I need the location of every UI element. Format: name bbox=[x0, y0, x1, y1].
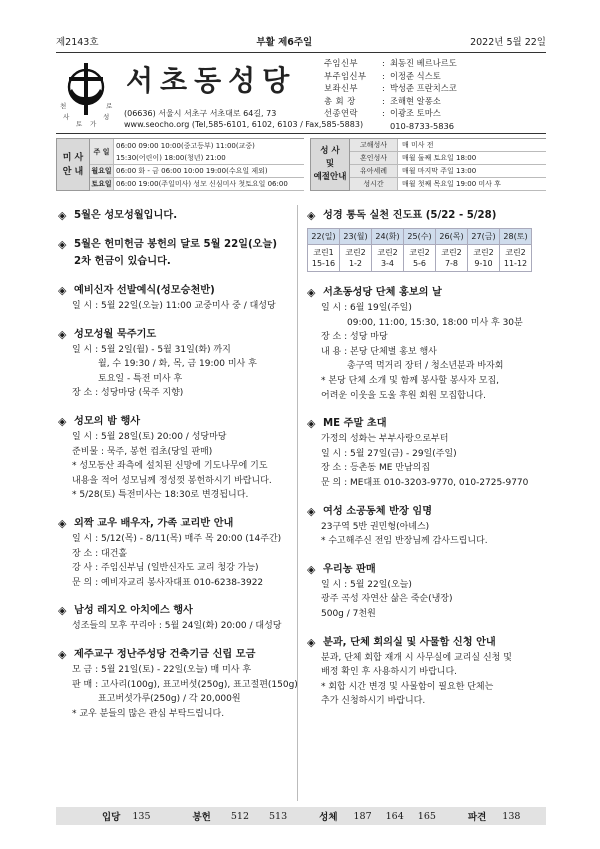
reading-book: 코린2 bbox=[345, 248, 366, 257]
hymn-number: 138 bbox=[502, 810, 521, 822]
reading-chapters: 7-8 bbox=[444, 259, 459, 268]
issue-number: 제2143호 bbox=[56, 37, 99, 48]
diamond-icon: ◈ bbox=[58, 414, 67, 428]
notice-line: 일 시 : 5월 28일(토) 20:00 / 성당마당 bbox=[72, 431, 227, 442]
notice-line: 월, 수 19:30 / 화, 목, 금 19:00 미사 후 bbox=[98, 359, 257, 370]
diamond-icon: ◈ bbox=[58, 209, 67, 222]
diamond-icon: ◈ bbox=[307, 286, 316, 299]
sacrament-label-line: 및 bbox=[325, 159, 335, 169]
notice-note: * 회합 시간 변경 및 사물함이 필요한 단체는 bbox=[321, 681, 494, 692]
mass-day: 월요일 bbox=[90, 165, 114, 177]
notice-heading: 2차 헌금이 있습니다. bbox=[74, 256, 171, 267]
reading-chapters: 11-12 bbox=[503, 259, 528, 268]
reading-cell bbox=[372, 245, 404, 272]
diamond-icon: ◈ bbox=[58, 604, 67, 618]
reading-day: 27(금) bbox=[468, 229, 500, 245]
notice-line: 토요일 - 특전 미사 후 bbox=[98, 373, 183, 384]
staff-role: 총 회 장 bbox=[324, 95, 356, 106]
hymn-label: 성체 bbox=[319, 812, 338, 823]
notice-section bbox=[58, 207, 293, 224]
logo-char: 로 bbox=[106, 102, 113, 110]
notice-line: 장 소 : 성당마당 (묵주 지향) bbox=[72, 388, 184, 399]
mass-row bbox=[90, 178, 304, 191]
header bbox=[56, 52, 546, 134]
notice-section bbox=[58, 413, 293, 503]
mass-day: 주 일 bbox=[90, 139, 114, 164]
sacrament-name: 고해성사 bbox=[350, 139, 398, 151]
contact-line: www.seocho.org (Tel,585-6101, 6102, 6103 / Fax,585-5883) bbox=[124, 120, 364, 129]
hymn-number: 512 bbox=[230, 810, 249, 822]
notice-heading: 5월은 성모성월입니다. bbox=[74, 210, 178, 221]
notice-line: 23구역 5반 권민형(아녜스) bbox=[321, 521, 430, 532]
hymn-label: 파견 bbox=[467, 812, 487, 823]
mass-schedule bbox=[56, 138, 546, 191]
reading-chapters: 9-10 bbox=[474, 259, 493, 268]
notice-note: 어려운 이웃을 도울 후원 회원 모집합니다. bbox=[321, 390, 486, 401]
notice-note: 내용을 적어 성모님께 정성껏 봉헌하시기 바랍니다. bbox=[72, 475, 272, 486]
notice-line: 문 의 : ME대표 010-3203-9770, 010-2725-9770 bbox=[321, 477, 529, 488]
notice-heading: 5월은 헌미헌금 봉헌의 달로 5월 22일(오늘) bbox=[74, 239, 278, 250]
sacrament-name: 유아세례 bbox=[350, 165, 398, 177]
sacrament-row bbox=[350, 152, 546, 165]
notice-heading: 성모성월 묵주기도 bbox=[74, 328, 157, 340]
reading-book: 코린2 bbox=[505, 248, 526, 257]
sacrament-row bbox=[350, 139, 546, 152]
staff-name: 조해현 알퐁소 bbox=[390, 95, 441, 106]
hymn-number: 187 bbox=[353, 810, 372, 822]
staff-name: 이광조 토마스 bbox=[390, 108, 441, 119]
notice-line: 광주 곡성 자연산 삶은 죽순(냉장) bbox=[321, 594, 453, 605]
diamond-icon: ◈ bbox=[58, 327, 67, 341]
reading-cell bbox=[468, 245, 500, 272]
reading-day: 25(수) bbox=[404, 229, 436, 245]
left-column bbox=[58, 207, 298, 733]
reading-chapters: 15-16 bbox=[311, 259, 336, 268]
issue-date: 2022년 5월 22일 bbox=[470, 37, 546, 48]
mass-day: 토요일 bbox=[90, 178, 114, 190]
notice-line: 일 시 : 6월 19일(주일) bbox=[321, 303, 412, 313]
staff-role bbox=[324, 120, 382, 133]
notice-section bbox=[58, 282, 293, 314]
notice-line: 모 금 : 5월 21일(토) - 22일(오늘) 매 미사 후 bbox=[72, 664, 252, 675]
reading-book: 코린2 bbox=[377, 248, 398, 257]
mass-times-line: 15:30(어린이) 18:00(청년) 21:00 bbox=[116, 153, 226, 162]
logo-char: 사 bbox=[63, 113, 70, 121]
top-line bbox=[56, 34, 546, 48]
notice-line: 표고버섯가루(250g) / 각 20,000원 bbox=[98, 694, 241, 705]
notice-section bbox=[307, 207, 547, 272]
notice-line: 분과, 단체 회합 재개 시 사무실에 교리실 신청 및 bbox=[321, 652, 512, 663]
mass-row bbox=[90, 165, 304, 178]
notice-heading: ME 주말 초대 bbox=[323, 418, 387, 430]
sacrament-label bbox=[310, 138, 350, 191]
reading-chapters: 1-2 bbox=[348, 259, 363, 268]
notice-heading: 예비신자 선발예식(성모승천반) bbox=[74, 285, 215, 296]
notice-line: 판 매 : 고사리(100g), 표고버섯(250g), 표고절편(150g) bbox=[72, 679, 298, 690]
notice-section bbox=[58, 646, 298, 721]
mass-row bbox=[90, 139, 304, 165]
notice-note: * 수고해주신 전임 반장님께 감사드립니다. bbox=[321, 536, 488, 547]
reading-book: 코린2 bbox=[409, 248, 430, 257]
notice-heading: 남성 레지오 아치에스 행사 bbox=[74, 605, 193, 617]
sacrament-row bbox=[350, 165, 546, 178]
diamond-icon: ◈ bbox=[307, 504, 316, 518]
staff-role: 부주임신부 bbox=[324, 70, 367, 81]
staff-name: 박성준 프란치스코 bbox=[390, 83, 457, 94]
notice-note: * 성모동산 좌측에 설치된 신망에 기도나무에 기도 bbox=[72, 461, 268, 472]
notice-line: 문 의 : 예비자교리 봉사자대표 010-6238-3922 bbox=[72, 577, 264, 588]
hymn-number: 513 bbox=[269, 810, 288, 822]
notice-section bbox=[307, 415, 547, 490]
notice-line: 성조들의 모후 꾸리아 : 5월 24일(화) 20:00 / 대성당 bbox=[72, 621, 282, 632]
logo-char: 토 bbox=[76, 120, 83, 128]
notice-line: 내 용 : 본당 단체별 홍보 행사 bbox=[321, 346, 437, 357]
mass-times: 06:00 19:00(주일미사) 성모 신심미사 첫토요일 06:00 bbox=[116, 180, 288, 188]
notice-line: 일 시 : 5월 2일(월) - 5월 31일(화) 까지 bbox=[72, 344, 231, 355]
staff-role: 보좌신부 bbox=[324, 83, 359, 94]
sacrament-time: 매월 첫째 목요일 19:00 미사 후 bbox=[402, 180, 501, 188]
notice-note: * 5/28(토) 특전미사는 18:30로 변경됩니다. bbox=[72, 490, 249, 501]
sacrament-name: 성시간 bbox=[350, 178, 398, 190]
staff-name: 이정준 식스토 bbox=[390, 70, 441, 81]
notice-section bbox=[58, 602, 293, 634]
diamond-icon: ◈ bbox=[58, 647, 67, 661]
reading-cell bbox=[436, 245, 468, 272]
diamond-icon: ◈ bbox=[58, 238, 67, 251]
notice-line: 장 소 : 성당 마당 bbox=[321, 332, 388, 343]
diamond-icon: ◈ bbox=[58, 284, 67, 297]
sacrament-row bbox=[350, 178, 546, 191]
parish-title: 서초동성당 bbox=[126, 64, 297, 97]
diamond-icon: ◈ bbox=[58, 516, 67, 530]
reading-book: 코린2 bbox=[441, 248, 462, 257]
notice-line: 가정의 성화는 부부사랑으로부터 bbox=[321, 434, 449, 445]
diamond-icon: ◈ bbox=[307, 209, 316, 222]
liturgical-week: 부활 제6주일 bbox=[256, 37, 313, 48]
notice-line: 일 시 : 5월 22일(오늘) bbox=[321, 579, 412, 590]
reading-body-row bbox=[308, 245, 532, 272]
notice-note: * 본당 단체 소개 및 함께 봉사할 봉사자 모집, bbox=[321, 375, 500, 386]
reading-chapters: 5-6 bbox=[412, 259, 427, 268]
reading-cell bbox=[340, 245, 372, 272]
right-column bbox=[307, 207, 547, 721]
reading-day: 22(일) bbox=[308, 229, 340, 245]
hymn-number: 135 bbox=[132, 810, 151, 822]
notice-line: 강 사 : 주임신부님 (일반신자도 교리 청강 가능) bbox=[72, 563, 259, 574]
notice-section bbox=[307, 561, 547, 622]
reading-cell bbox=[308, 245, 340, 272]
reading-header-row bbox=[308, 229, 532, 245]
reading-cell bbox=[404, 245, 436, 272]
reading-day: 28(토) bbox=[500, 229, 532, 245]
reading-day: 26(목) bbox=[436, 229, 468, 245]
mass-times: 06:00 화 - 금 06:00 10:00 19:00(수요일 제외) bbox=[116, 167, 268, 175]
mass-label bbox=[56, 138, 90, 191]
notice-heading: 외짝 교우 배우자, 가족 교리반 안내 bbox=[74, 517, 234, 529]
notice-line: 09:00, 11:00, 15:30, 18:00 미사 후 30분 bbox=[347, 317, 523, 328]
notice-heading: 성모의 밤 행사 bbox=[74, 415, 141, 427]
notice-line: 일 시 : 5/12(목) - 8/11(목) 매주 목 20:00 (14주간) bbox=[72, 533, 282, 544]
hymn-footer bbox=[56, 807, 546, 825]
diamond-icon: ◈ bbox=[307, 417, 316, 431]
logo-char: 천 bbox=[60, 102, 67, 110]
reading-chapters: 3-4 bbox=[380, 259, 395, 268]
notice-heading: 여성 소공동체 반장 임명 bbox=[323, 505, 433, 517]
notice-heading: 분과, 단체 회의실 및 사물함 신청 안내 bbox=[323, 636, 496, 648]
notice-section bbox=[58, 326, 293, 401]
staff-name: 최동진 베르나르도 bbox=[390, 58, 457, 68]
staff-list: 주임신부 : 최동진 베르나르도 부주임신부 : 이정준 식스토 보좌신부 : 박성준 프란치스코 총 회 장 : 조해현 알퐁소 선종연락 : 이광조 토마스 010-8733-5836 bbox=[324, 58, 457, 131]
notice-section bbox=[307, 503, 547, 549]
reading-book: 코린2 bbox=[473, 248, 494, 257]
notice-section bbox=[307, 634, 547, 709]
notice-heading: 우리농 판매 bbox=[323, 563, 376, 575]
reading-book: 코린1 bbox=[313, 248, 334, 257]
notice-section bbox=[307, 284, 547, 403]
reading-day: 24(화) bbox=[372, 229, 404, 245]
notice-note: * 교우 분들의 많은 관심 부탁드립니다. bbox=[72, 708, 225, 719]
mass-label-line: 미 사 bbox=[62, 152, 84, 163]
reading-cell bbox=[500, 245, 532, 272]
mass-label-line: 안 내 bbox=[62, 166, 84, 177]
mass-times-line: 06:00 09:00 10:00(중고등부) 11:00(교중) bbox=[116, 141, 255, 150]
staff-role: 선종연락 bbox=[324, 108, 359, 119]
sacrament-name: 혼인성사 bbox=[350, 152, 398, 164]
logo-char: 가 bbox=[90, 120, 97, 128]
column-divider bbox=[297, 205, 298, 801]
sacrament-label-line: 성 사 bbox=[320, 146, 340, 156]
bible-reading-table bbox=[307, 228, 532, 272]
notice-line: 준비물 : 묵주, 봉헌 컵초(당일 판매) bbox=[72, 446, 213, 457]
notice-heading: 서초동성당 단체 홍보의 날 bbox=[323, 287, 442, 298]
notice-line: 500g / 7천원 bbox=[321, 608, 376, 619]
notice-heading: 성경 통독 실천 진도표 (5/22 - 5/28) bbox=[323, 210, 497, 221]
sacrament-time: 매월 마지막 주일 13:00 bbox=[402, 167, 477, 175]
sacrament-time: 매월 둘째 토요일 18:00 bbox=[402, 154, 477, 162]
mass-grid bbox=[90, 138, 304, 191]
diamond-icon: ◈ bbox=[307, 562, 316, 576]
notice-line: 일 시 : 5월 27일(금) - 29일(주일) bbox=[321, 448, 457, 459]
notice-heading: 제주교구 정난주성당 건축기금 신립 모금 bbox=[74, 648, 256, 660]
reading-day: 23(월) bbox=[340, 229, 372, 245]
diamond-icon: ◈ bbox=[307, 635, 316, 649]
hymn-label: 입당 bbox=[102, 812, 121, 823]
notice-section bbox=[58, 515, 293, 590]
notice-line: 배정 확인 후 사용하시기 바랍니다. bbox=[321, 667, 458, 678]
hymn-label: 봉헌 bbox=[192, 812, 211, 823]
hymn-number: 165 bbox=[417, 810, 436, 822]
staff-phone: 010-8733-5836 bbox=[390, 120, 455, 131]
hymn-number: 164 bbox=[385, 810, 404, 822]
notice-line: 장 소 : 대건홀 bbox=[72, 548, 128, 559]
staff-role: 주임신부 bbox=[324, 58, 359, 68]
sacrament-grid bbox=[350, 138, 546, 191]
address-line: (06636) 서울시 서초구 서초대로 64길, 73 bbox=[124, 109, 277, 118]
logo-char: 성 bbox=[103, 113, 110, 121]
notice-line: 총구역 먹거리 장터 / 청소년분과 바자회 bbox=[347, 361, 504, 372]
notice-line: 장 소 : 등촌동 ME 만남의집 bbox=[321, 463, 431, 474]
sacrament-time: 매 미사 전 bbox=[402, 141, 434, 149]
notice-line: 일 시 : 5월 22일(오늘) 11:00 교중미사 중 / 대성당 bbox=[72, 301, 276, 311]
mass-times bbox=[114, 140, 255, 164]
parish-logo bbox=[60, 61, 112, 127]
notice-note: 추가 신청하시기 바랍니다. bbox=[321, 696, 426, 707]
notice-section bbox=[58, 236, 293, 270]
sacrament-label-line: 예절안내 bbox=[313, 172, 347, 182]
